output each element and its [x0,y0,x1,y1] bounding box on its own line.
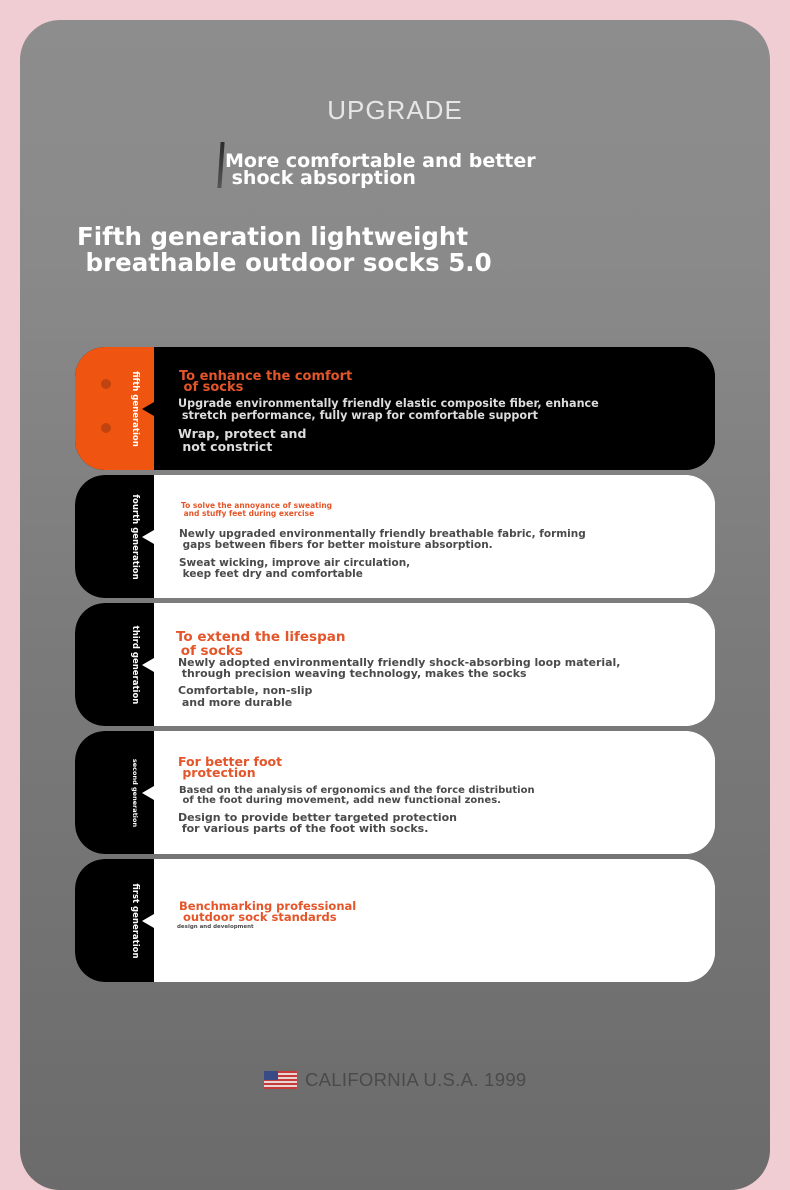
decor-dot-icon [101,423,111,433]
us-flag-icon [264,1071,297,1089]
generation-card-third [75,603,715,726]
generation-benefit: Wrap, protect and not constrict [178,426,307,454]
pointer-notch [142,402,154,416]
generation-content [154,859,715,982]
generation-card-fifth [75,347,715,470]
generation-tab-label: fifth generation [130,370,140,447]
subtitle: More comfortable and better shock absorption [225,150,536,189]
generation-tab-label: fourth generation [130,493,140,580]
generation-description: Upgrade environmentally friendly elastic composite fiber, enhance stretch performance, fully wrap for comfortable support [178,397,599,422]
generation-tab-label: second generation [131,758,139,827]
pointer-notch [142,786,154,800]
generation-heading: To enhance the comfort of socks [179,369,353,395]
generation-description: Newly upgraded environmentally friendly breathable fabric, forming gaps between fibers for better moisture absorption. [179,528,586,551]
generation-content [154,475,715,598]
upgrade-label: UPGRADE [327,95,463,125]
decor-dot-icon [101,379,111,389]
generation-benefit: Comfortable, non-slip and more durable [178,684,313,709]
pointer-notch [142,914,154,928]
flag-canton [264,1071,278,1080]
generation-benefit: Design to provide better targeted protection for various parts of the foot with socks. [178,811,457,835]
generation-card-fourth [75,475,715,598]
generation-heading: To solve the annoyance of sweating and stuffy feet during exercise [181,501,333,518]
generation-description: Based on the analysis of ergonomics and the force distribution of the foot during movement, add new functional zones. [179,785,535,806]
pointer-notch [142,530,154,544]
generation-tab-label: first generation [130,882,140,959]
generation-benefit: Sweat wicking, improve air circulation, keep feet dry and comfortable [179,557,411,580]
generation-tab-label: third generation [130,625,140,704]
generation-content [154,603,715,726]
generation-content [154,731,715,854]
generation-card-second [75,731,715,854]
generation-description: design and development [177,924,254,930]
generation-heading: For better foot protection [178,754,283,780]
page-title: Fifth generation lightweight breathable outdoor socks 5.0 [77,222,492,277]
generation-content [154,347,715,470]
generation-heading: To extend the lifespan of socks [176,629,346,659]
pointer-notch [142,658,154,672]
generation-description: Newly adopted environmentally friendly shock-absorbing loop material, through precision weaving technology, makes the socks [178,656,621,680]
generation-heading: Benchmarking professional outdoor sock standards [179,899,357,924]
footer-text: CALIFORNIA U.S.A. 1999 [305,1069,527,1090]
generation-card-first [75,859,715,982]
